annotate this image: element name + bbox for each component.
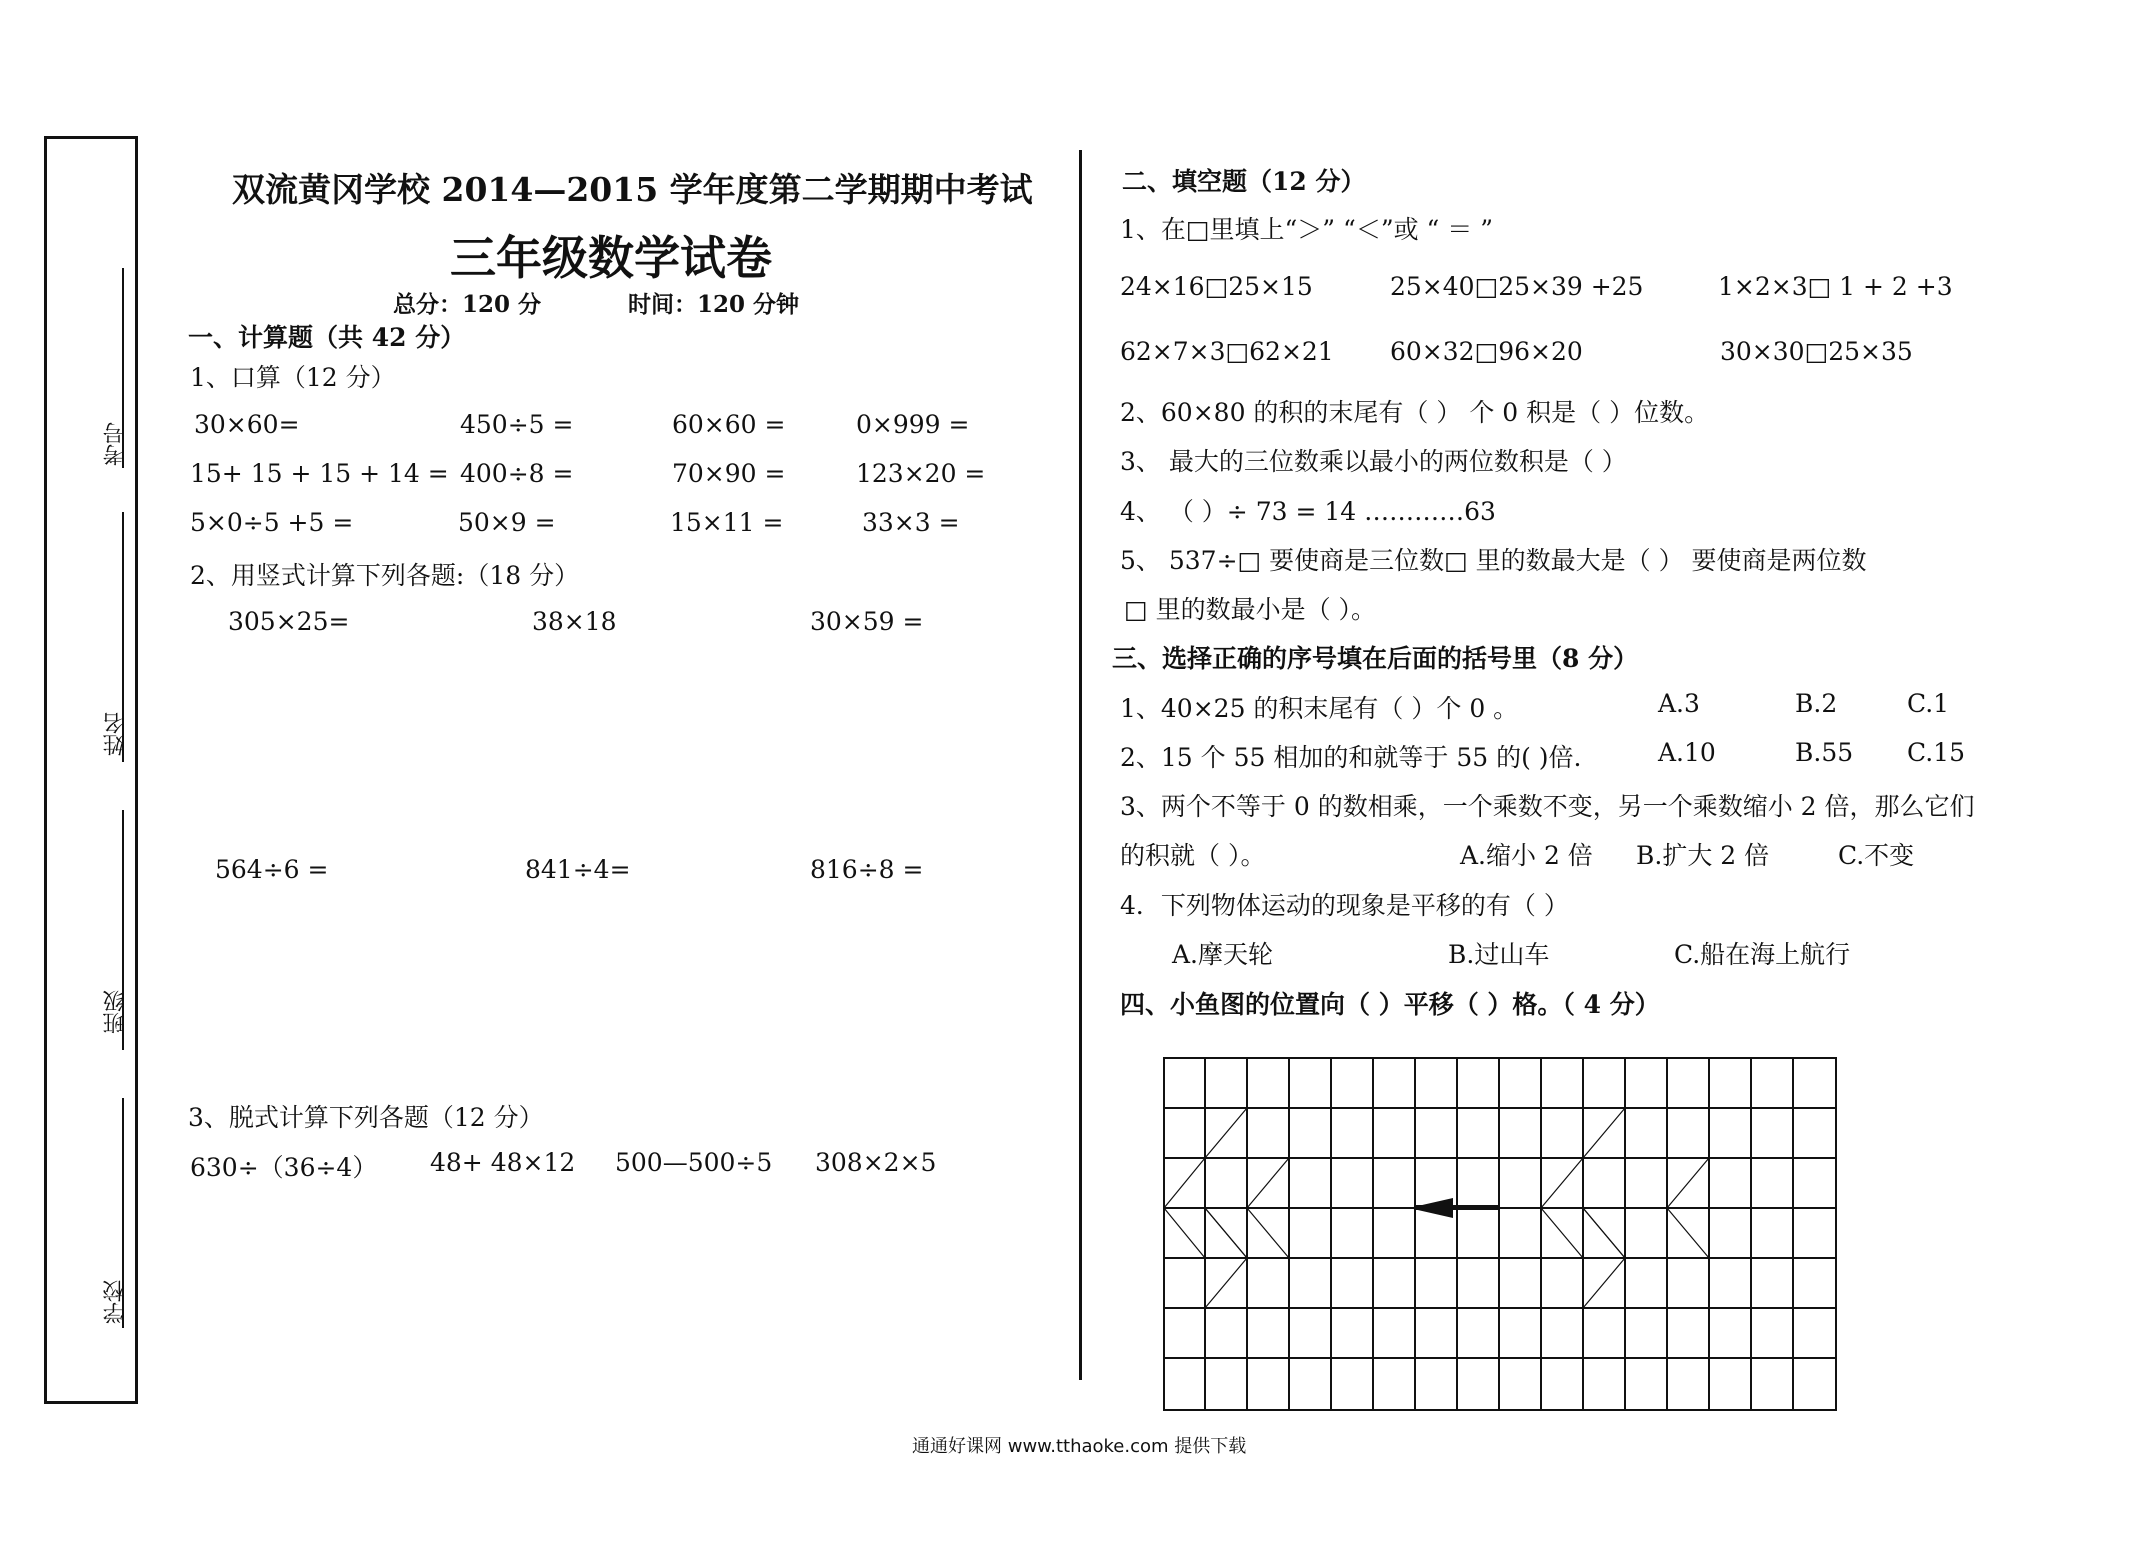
choice-option: B.2 — [1795, 689, 1838, 718]
class-label: 班级 — [103, 990, 128, 1034]
choice-option: B.扩大 2 倍 — [1636, 841, 1770, 870]
choice-option: B.55 — [1795, 738, 1854, 767]
choice-option: C.不变 — [1838, 841, 1915, 870]
column-divider — [1079, 150, 1082, 1380]
vertical-item: 816÷8 = — [810, 855, 924, 884]
oral-item: 0×999 = — [856, 410, 970, 439]
stepwise-item: 308×2×5 — [815, 1148, 937, 1177]
school-label: 学校 — [103, 1280, 128, 1324]
oral-title: 1、口算（12 分） — [190, 363, 396, 392]
compare-item: 25×40□25×39 +25 — [1390, 272, 1644, 301]
fill-q3: 3、 最大的三位数乘以最小的两位数积是（ ） — [1120, 447, 1627, 476]
oral-item: 123×20 = — [856, 459, 986, 488]
oral-item: 33×3 = — [862, 508, 960, 537]
oral-item: 70×90 = — [672, 459, 786, 488]
stepwise-item: 48+ 48×12 — [430, 1148, 576, 1177]
vertical-item: 30×59 = — [810, 607, 924, 636]
school-title: 双流黄冈学校 2014—2015 学年度第二学期期中考试 — [232, 170, 1033, 209]
section1-title: 一、计算题（共 42 分） — [188, 323, 466, 352]
choice-option: C.15 — [1907, 738, 1965, 767]
section3-title: 三、选择正确的序号填在后面的括号里（8 分） — [1112, 644, 1639, 673]
grid-lines — [1164, 1058, 1836, 1410]
fill-q4: 4、 （ ）÷ 73 = 14 …………63 — [1120, 497, 1496, 526]
choice-option: A.摩天轮 — [1172, 940, 1274, 969]
choice-q3-line1: 3、两个不等于 0 的数相乘，一个乘数不变，另一个乘数缩小 2 倍，那么它们 — [1120, 792, 1975, 821]
section4-title: 四、小鱼图的位置向（ ）平移（ ）格。（ 4 分） — [1120, 990, 1660, 1019]
fish-grid-figure — [1163, 1057, 1839, 1413]
total-score: 总分：120 分 — [393, 291, 542, 318]
stepwise-item: 500—500÷5 — [615, 1148, 773, 1177]
oral-item: 450÷5 = — [460, 410, 574, 439]
oral-item: 50×9 = — [458, 508, 556, 537]
oral-item: 60×60 = — [672, 410, 786, 439]
choice-option: C.船在海上航行 — [1674, 940, 1851, 969]
choice-q1: 1、40×25 的积末尾有（ ）个 0 。 — [1120, 694, 1519, 723]
vertical-title: 2、用竖式计算下列各题:（18 分） — [190, 561, 580, 590]
stepwise-title: 3、脱式计算下列各题（12 分） — [188, 1103, 544, 1132]
oral-item: 5×0÷5 +5 = — [190, 508, 354, 537]
vertical-item: 305×25= — [228, 607, 350, 636]
oral-item: 400÷8 = — [460, 459, 574, 488]
choice-q3-line2: 的积就（ ）。 — [1120, 841, 1266, 870]
choice-option: A.缩小 2 倍 — [1460, 841, 1593, 870]
oral-item: 15×11 = — [670, 508, 784, 537]
choice-q4: 4．下列物体运动的现象是平移的有（ ） — [1120, 891, 1569, 920]
paper-title: 三年级数学试卷 — [450, 231, 772, 285]
footer-note: 通通好课网 www.tthaoke.com 提供下载 — [912, 1436, 1247, 1457]
oral-item: 30×60= — [194, 410, 300, 439]
compare-item: 1×2×3□ 1 + 2 +3 — [1718, 272, 1953, 301]
stepwise-item: 630÷（36÷4） — [190, 1153, 378, 1182]
choice-option: C.1 — [1907, 689, 1950, 718]
compare-item: 62×7×3□62×21 — [1120, 337, 1334, 366]
fill-q2: 2、60×80 的积的末尾有（ ） 个 0 积是（ ）位数。 — [1120, 398, 1710, 427]
section2-title: 二、填空题（12 分） — [1122, 167, 1366, 196]
exam-no-label: 考号 — [103, 422, 128, 466]
choice-option: B.过山车 — [1448, 940, 1550, 969]
choice-option: A.3 — [1658, 689, 1700, 718]
choice-q2: 2、15 个 55 相加的和就等于 55 的( )倍. — [1120, 743, 1582, 772]
compare-item: 24×16□25×15 — [1120, 272, 1313, 301]
compare-item: 60×32□96×20 — [1390, 337, 1583, 366]
oral-item: 15+ 15 + 15 + 14 = — [190, 459, 449, 488]
name-label: 姓名 — [103, 712, 128, 756]
fill-q1: 1、在□里填上“＞” “＜”或 “ ＝ ” — [1120, 215, 1493, 244]
vertical-item: 841÷4= — [525, 855, 631, 884]
vertical-item: 564÷6 = — [215, 855, 329, 884]
exam-time: 时间：120 分钟 — [628, 291, 800, 318]
fill-q5-line2: □ 里的数最小是（ ）。 — [1124, 595, 1377, 624]
choice-option: A.10 — [1658, 738, 1716, 767]
vertical-item: 38×18 — [532, 607, 617, 636]
compare-item: 30×30□25×35 — [1720, 337, 1913, 366]
left-arrow-icon — [1409, 1198, 1499, 1218]
fill-q5-line1: 5、 537÷□ 要使商是三位数□ 里的数最大是（ ） 要使商是两位数 — [1120, 546, 1867, 575]
